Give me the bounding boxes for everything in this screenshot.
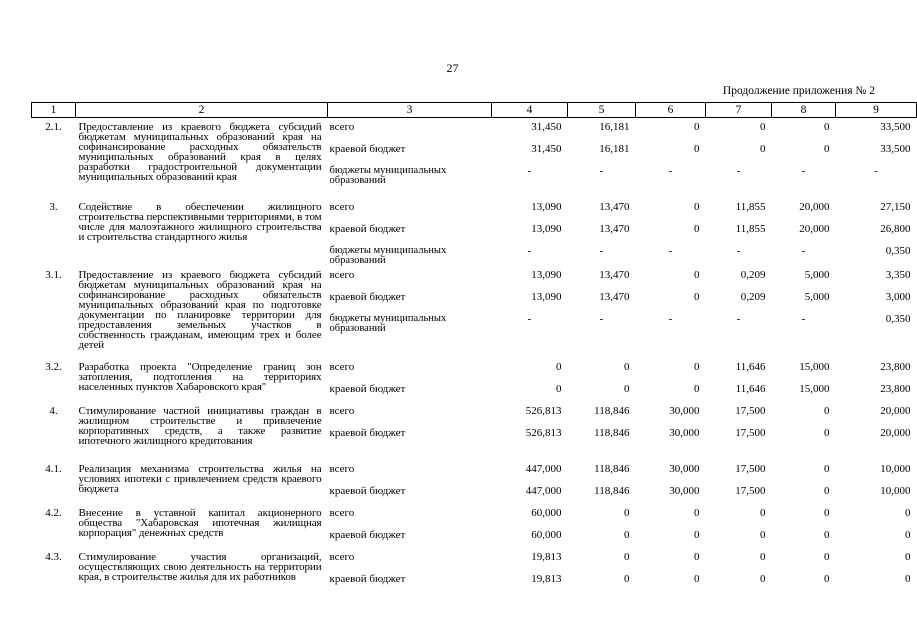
year-value-cell [636,402,706,460]
amount-value: 19,813 [531,551,562,563]
amount-value: - [801,245,806,257]
amount-value: 0 [760,529,766,541]
amount-value: 30,000 [669,463,700,475]
amount-value: 5,000 [804,269,830,281]
year-value-cell [492,198,568,266]
measure-name: Внесение в уставной капитал акционерного общества "Хабаровская ипотечная жилищная корпорация" денежных средств [78,507,322,539]
amount-value: 23,800 [880,361,911,373]
amount-value: 0 [694,223,700,235]
year-value-cell [706,460,772,504]
amount-value: 20,000 [880,427,911,439]
measure-name: Содействие в обеспечении жилищного строительства перспективными территориями, в том числе для малоэтажного жилищного строительства и строительства стандартного жилья [78,201,322,243]
year-value-cell [706,358,772,402]
funding-source-label: всего [329,551,355,563]
amount-value: 13,090 [531,223,562,235]
table-row [32,198,917,266]
amount-value: 30,000 [669,485,700,497]
funding-source-label: всего [329,507,355,519]
column-header: 5 [568,103,636,118]
year-value-cell [706,504,772,548]
amount-value: 3,000 [885,291,911,303]
amount-value: 11,646 [735,361,766,373]
amount-value: 31,450 [531,121,562,133]
amount-value: 31,450 [531,143,562,155]
year-value-cell [772,548,836,592]
amount-value: 0 [694,361,700,373]
budget-table [31,102,917,592]
amount-value: 0 [760,507,766,519]
year-value-cell [636,198,706,266]
amount-value: 33,500 [880,143,911,155]
funding-sources [328,504,492,548]
year-value-cell [706,266,772,358]
amount-value: - [801,313,806,325]
amount-value: - [599,313,604,325]
measure-name: Стимулирование участия организаций, осуществляющих свою деятельность на территории края, в строительстве жилья для их работников [78,551,322,583]
amount-value: 30,000 [669,427,700,439]
amount-value: 118,846 [594,463,630,475]
row-number: 4.1. [45,463,62,475]
measure-name: Реализация механизма строительства жилья на условиях ипотеки с привлечением средств краевого бюджета [78,463,322,495]
measure-name: Предоставление из краевого бюджета субсидий бюджетам муниципальных образований края на софинансирование расходных обязательств муниципальных образований края по подготовке документации по планировке территории для предоставления земельных участков в собственность гражданам, имеющим трех и более детей [78,269,322,351]
column-header: 8 [772,103,836,118]
year-value-cell [492,266,568,358]
amount-value: 0 [624,529,630,541]
year-value-cell [568,198,636,266]
amount-value: 13,470 [599,291,630,303]
year-value-cell [836,198,917,266]
amount-value: 26,800 [880,223,911,235]
funding-source-label: бюджеты муниципальных образований [329,165,447,186]
amount-value: 0 [624,573,630,585]
amount-value: 13,470 [599,223,630,235]
year-value-cell [772,358,836,402]
funding-source-label: краевой бюджет [329,223,406,235]
funding-source-label: всего [329,361,355,373]
funding-sources [328,548,492,592]
amount-value: 13,090 [531,269,562,281]
amount-value: 17,500 [735,427,766,439]
amount-value: 16,181 [599,121,630,133]
amount-value: 0 [694,143,700,155]
year-value-cell [772,118,836,199]
year-value-cell [568,504,636,548]
year-value-cell [836,118,917,199]
amount-value: 17,500 [735,463,766,475]
amount-value: 16,181 [599,143,630,155]
funding-source-label: всего [329,463,355,475]
year-value-cell [568,402,636,460]
year-value-cell [492,402,568,460]
column-header: 4 [492,103,568,118]
measure-name: Стимулирование частной инициативы граждан в жилищном строительстве и привлечение корпоративных средств, а также развитие ипотечного жилищного кредитования [78,405,322,447]
amount-value: 447,000 [525,463,562,475]
funding-source-label: краевой бюджет [329,383,406,395]
year-value-cell [636,548,706,592]
column-header: 2 [76,103,328,118]
funding-sources [328,266,492,358]
column-header: 9 [836,103,917,118]
amount-value: 0 [824,551,830,563]
row-number: 4.3. [45,551,62,563]
funding-source-label: всего [329,405,355,417]
amount-value: 0,209 [740,269,766,281]
table-header-row [32,103,917,118]
row-number: 3. [49,201,58,213]
year-value-cell [706,548,772,592]
amount-value: 0 [760,143,766,155]
amount-value: 118,846 [594,405,630,417]
amount-value: 0 [824,573,830,585]
amount-value: 0 [905,507,911,519]
amount-value: 10,000 [880,485,911,497]
year-value-cell [568,548,636,592]
amount-value: 0 [556,383,562,395]
year-value-cell [568,118,636,199]
continuation-caption: Продолжение приложения № 2 [722,85,875,97]
amount-value: 0 [824,143,830,155]
funding-source-label: бюджеты муниципальных образований [329,313,447,334]
amount-value: 0 [624,361,630,373]
year-value-cell [706,198,772,266]
year-value-cell [568,266,636,358]
year-value-cell [636,266,706,358]
amount-value: 0 [824,427,830,439]
amount-value: - [599,165,604,177]
funding-sources [328,198,492,266]
amount-value: 3,350 [885,269,911,281]
amount-value: - [736,245,741,257]
amount-value: 20,000 [799,223,830,235]
amount-value: - [668,165,673,177]
funding-source-label: бюджеты муниципальных образований [329,245,447,266]
amount-value: 0 [694,201,700,213]
amount-value: 118,846 [594,427,630,439]
measure-name: Разработка проекта "Определение границ зон затопления, подтопления на территориях населенных пунктов Хабаровского края" [78,361,322,393]
amount-value: 0 [694,291,700,303]
amount-value: 11,855 [735,201,766,213]
funding-source-label: краевой бюджет [329,529,406,541]
amount-value: 0 [824,121,830,133]
row-number: 4.2. [45,507,62,519]
amount-value: - [599,245,604,257]
amount-value: 526,813 [525,405,562,417]
year-value-cell [636,358,706,402]
amount-value: 0,209 [740,291,766,303]
amount-value: 0 [905,529,911,541]
amount-value: 0 [694,529,700,541]
amount-value: 0,350 [885,245,911,257]
table-body [32,118,917,593]
amount-value: 60,000 [531,529,562,541]
funding-source-label: всего [329,121,355,133]
amount-value: 60,000 [531,507,562,519]
table-row [32,504,917,548]
table-row [32,118,917,199]
year-value-cell [492,460,568,504]
amount-value: 13,470 [599,269,630,281]
amount-value: 0 [824,507,830,519]
amount-value: - [527,165,532,177]
amount-value: - [527,313,532,325]
year-value-cell [636,118,706,199]
amount-value: 15,000 [799,361,830,373]
year-value-cell [836,548,917,592]
amount-value: 0 [694,507,700,519]
row-number: 3.2. [45,361,62,373]
year-value-cell [706,118,772,199]
year-value-cell [636,460,706,504]
amount-value: 0 [760,551,766,563]
year-value-cell [836,358,917,402]
year-value-cell [772,460,836,504]
amount-value: 0 [824,529,830,541]
funding-source-label: краевой бюджет [329,485,406,497]
amount-value: 0 [624,383,630,395]
amount-value: - [668,245,673,257]
row-number: 2.1. [45,121,62,133]
amount-value: 0 [694,573,700,585]
table-row [32,460,917,504]
amount-value: 11,646 [735,383,766,395]
amount-value: - [874,165,878,177]
year-value-cell [706,402,772,460]
amount-value: - [736,313,741,325]
amount-value: 0 [824,485,830,497]
year-value-cell [492,504,568,548]
amount-value: 27,150 [880,201,911,213]
funding-source-label: краевой бюджет [329,291,406,303]
table-row [32,358,917,402]
amount-value: 33,500 [880,121,911,133]
page-number: 27 [446,61,459,75]
column-header: 6 [636,103,706,118]
column-header: 3 [328,103,492,118]
amount-value: - [527,245,532,257]
amount-value: 30,000 [669,405,700,417]
amount-value: 20,000 [799,201,830,213]
amount-value: 0 [694,383,700,395]
amount-value: 13,090 [531,201,562,213]
amount-value: 19,813 [531,573,562,585]
amount-value: - [801,165,806,177]
amount-value: 17,500 [735,485,766,497]
year-value-cell [772,198,836,266]
funding-sources [328,358,492,402]
table-row [32,266,917,358]
amount-value: 0 [760,121,766,133]
funding-sources [328,118,492,199]
year-value-cell [636,504,706,548]
funding-source-label: краевой бюджет [329,573,406,585]
amount-value: - [668,313,673,325]
funding-source-label: краевой бюджет [329,143,406,155]
year-value-cell [772,402,836,460]
amount-value: 11,855 [735,223,766,235]
amount-value: 447,000 [525,485,562,497]
amount-value: 13,470 [599,201,630,213]
amount-value: 5,000 [804,291,830,303]
funding-source-label: всего [329,269,355,281]
amount-value: 0 [824,463,830,475]
year-value-cell [836,402,917,460]
amount-value: 13,090 [531,291,562,303]
funding-source-label: всего [329,201,355,213]
year-value-cell [568,460,636,504]
year-value-cell [836,504,917,548]
amount-value: 20,000 [880,405,911,417]
amount-value: 0,350 [885,313,911,325]
column-header: 1 [32,103,76,118]
amount-value: 23,800 [880,383,911,395]
year-value-cell [772,504,836,548]
amount-value: 0 [694,269,700,281]
year-value-cell [568,358,636,402]
row-number: 4. [49,405,58,417]
amount-value: 17,500 [735,405,766,417]
amount-value: 0 [824,405,830,417]
amount-value: 0 [694,551,700,563]
year-value-cell [836,460,917,504]
amount-value: 118,846 [594,485,630,497]
year-value-cell [772,266,836,358]
amount-value: 0 [905,551,911,563]
year-value-cell [492,358,568,402]
amount-value: 0 [624,551,630,563]
funding-sources [328,402,492,460]
amount-value: 0 [556,361,562,373]
amount-value: 0 [694,121,700,133]
amount-value: 0 [624,507,630,519]
column-header: 7 [706,103,772,118]
amount-value: 0 [905,573,911,585]
funding-source-label: краевой бюджет [329,427,406,439]
year-value-cell [492,118,568,199]
amount-value: 15,000 [799,383,830,395]
funding-sources [328,460,492,504]
amount-value: - [736,165,741,177]
year-value-cell [492,548,568,592]
amount-value: 10,000 [880,463,911,475]
amount-value: 0 [760,573,766,585]
row-number: 3.1. [45,269,62,281]
table-row [32,402,917,460]
year-value-cell [836,266,917,358]
table-row [32,548,917,592]
measure-name: Предоставление из краевого бюджета субсидий бюджетам муниципальных образований края на софинансирование расходных обязательств муниципальных образований края в целях разработки градостроительной документации муниципальных образований края [78,121,322,183]
amount-value: 526,813 [525,427,562,439]
